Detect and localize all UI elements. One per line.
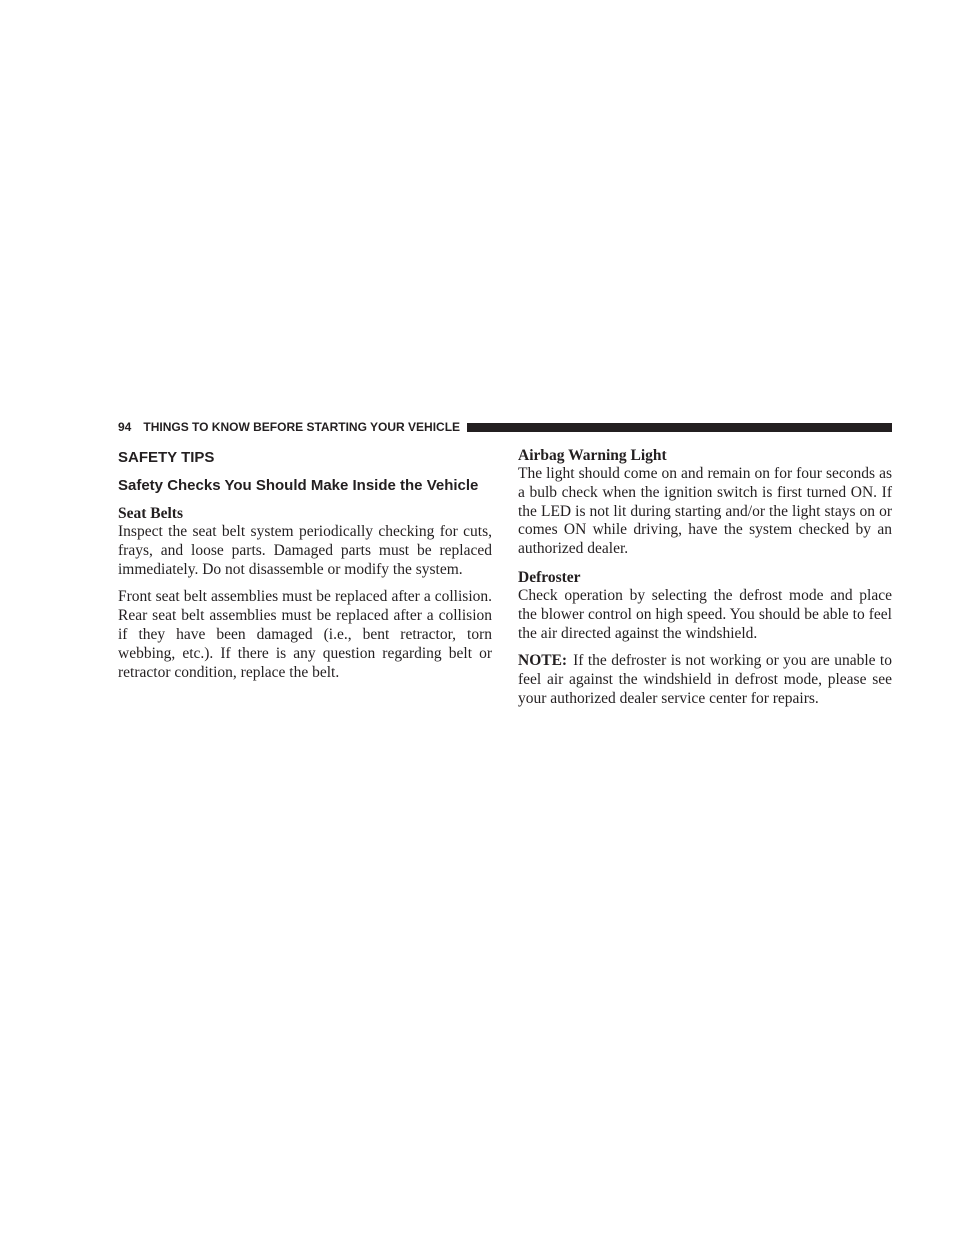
seat-belts-heading: Seat Belts bbox=[118, 505, 184, 522]
note-label: NOTE: bbox=[518, 652, 568, 670]
defroster-paragraph: Check operation by selecting the defrost mode and place the blower control on high speed. You should be able to feel the air directed against the windshield. bbox=[518, 586, 892, 642]
airbag-warning-paragraph: The light should come on and remain on for four seconds as a bulb check when the ignition switch is first turned ON. If the LED is not lit during starting and/or the light stays on or comes ON while driving, have the system checked by an authorized dealer. bbox=[518, 465, 892, 558]
airbag-warning-heading: Airbag Warning Light bbox=[518, 447, 667, 464]
right-column bbox=[518, 446, 892, 718]
chapter-title: THINGS TO KNOW BEFORE STARTING YOUR VEHICLE bbox=[143, 420, 461, 434]
header-rule bbox=[467, 423, 892, 432]
page-header bbox=[118, 419, 892, 435]
section-title: SAFETY TIPS bbox=[118, 449, 215, 466]
seat-belts-paragraph-1: Inspect the seat belt system periodically checking for cuts, frays, and loose parts. Damaged parts must be replaced immediately. Do not disassemble or modify the system. bbox=[118, 523, 492, 578]
note-paragraph bbox=[518, 652, 892, 708]
subsection-title: Safety Checks You Should Make Inside the Vehicle bbox=[118, 477, 479, 494]
defroster-heading: Defroster bbox=[518, 568, 581, 586]
left-column bbox=[118, 446, 492, 691]
page-number: 94 bbox=[118, 420, 132, 434]
note-text: If the defroster is not working or you are unable to feel air against the windshield in defrost mode, please see your authorized dealer service center for repairs. bbox=[518, 652, 892, 707]
seat-belts-paragraph-2: Front seat belt assemblies must be replaced after a collision. Rear seat belt assemblies must be replaced after a collision if they have been damaged (i.e., bent retractor, torn webbing, etc.). If there is any question regarding belt or retractor condition, replace the belt. bbox=[118, 588, 492, 681]
